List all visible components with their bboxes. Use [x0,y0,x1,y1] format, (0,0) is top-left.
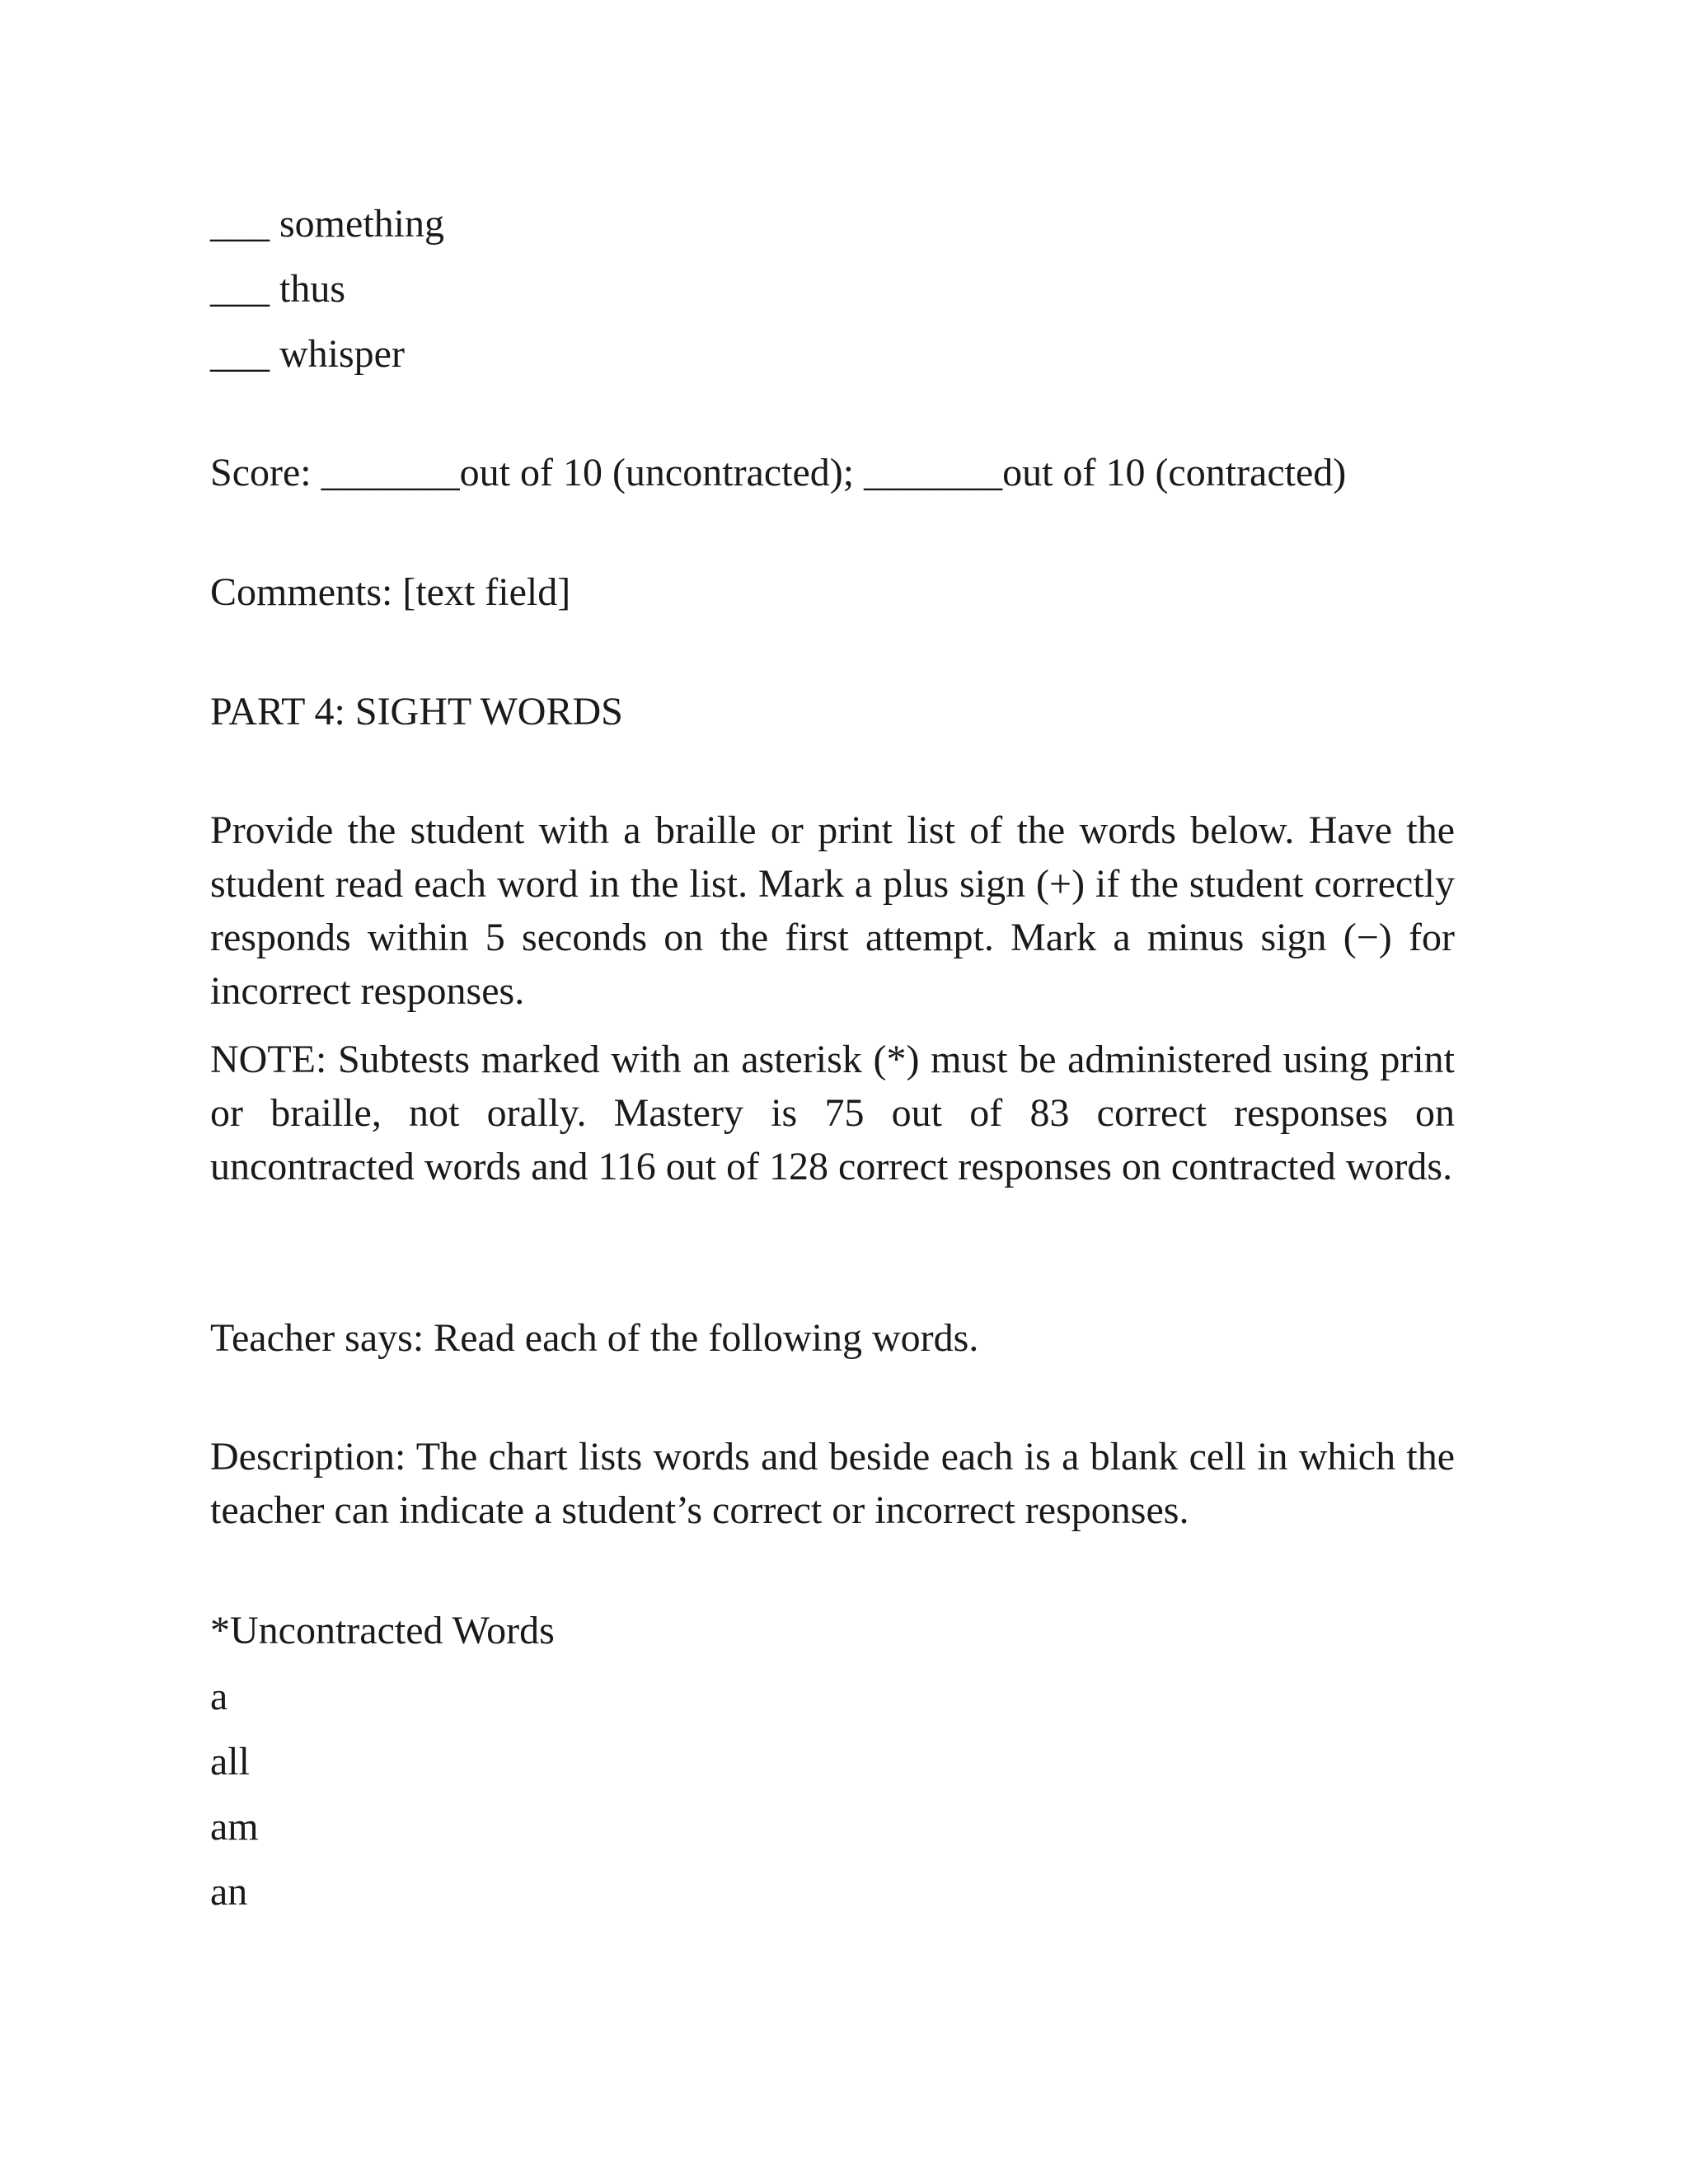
instructions-paragraph: Provide the student with a braille or print list of the words below. Have the student read each word in the list. Mark a plus sign (+) if the student correctly responds within 5 seconds on the first attempt. Mark a minus sign (−) for incorrect responses. [210,808,1455,1013]
score-blank-contracted: _______ [864,451,1003,494]
word-list-item: all [210,1740,250,1783]
checklist-word: thus [279,267,346,311]
word-list-heading: *Uncontracted Words [210,1609,555,1652]
note-paragraph: NOTE: Subtests marked with an asterisk (*) must be administered using print or braille, not orally. Mastery is 75 out of 83 correct responses on uncontracted words and 116 out of 128 correct responses on contracted words. [210,1038,1455,1188]
section-heading: PART 4: SIGHT WORDS [210,690,623,733]
checklist-item [210,269,345,309]
word-list-item: an [210,1870,248,1914]
score-text-uncontracted: out of 10 (uncontracted); [459,451,855,494]
checklist-word: whisper [279,332,405,376]
checklist-word: something [279,202,444,246]
score-label: Score: [210,451,312,494]
answer-blank: ___ [210,202,270,246]
teacher-says: Teacher says: Read each of the following words. [210,1316,979,1360]
word-list-item: a [210,1675,228,1718]
answer-blank: ___ [210,267,270,311]
word-list-item: am [210,1805,259,1849]
description-paragraph: Description: The chart lists words and beside each is a blank cell in which the teacher can indicate a student’s correct or incorrect responses. [210,1435,1455,1532]
score-line [210,453,1346,493]
answer-blank: ___ [210,332,270,376]
comments-field: Comments: [text field] [210,570,571,614]
score-blank-uncontracted: _______ [321,451,460,494]
score-text-contracted: out of 10 (contracted) [1002,451,1347,494]
checklist-item [210,332,405,376]
checklist-item [210,204,444,244]
